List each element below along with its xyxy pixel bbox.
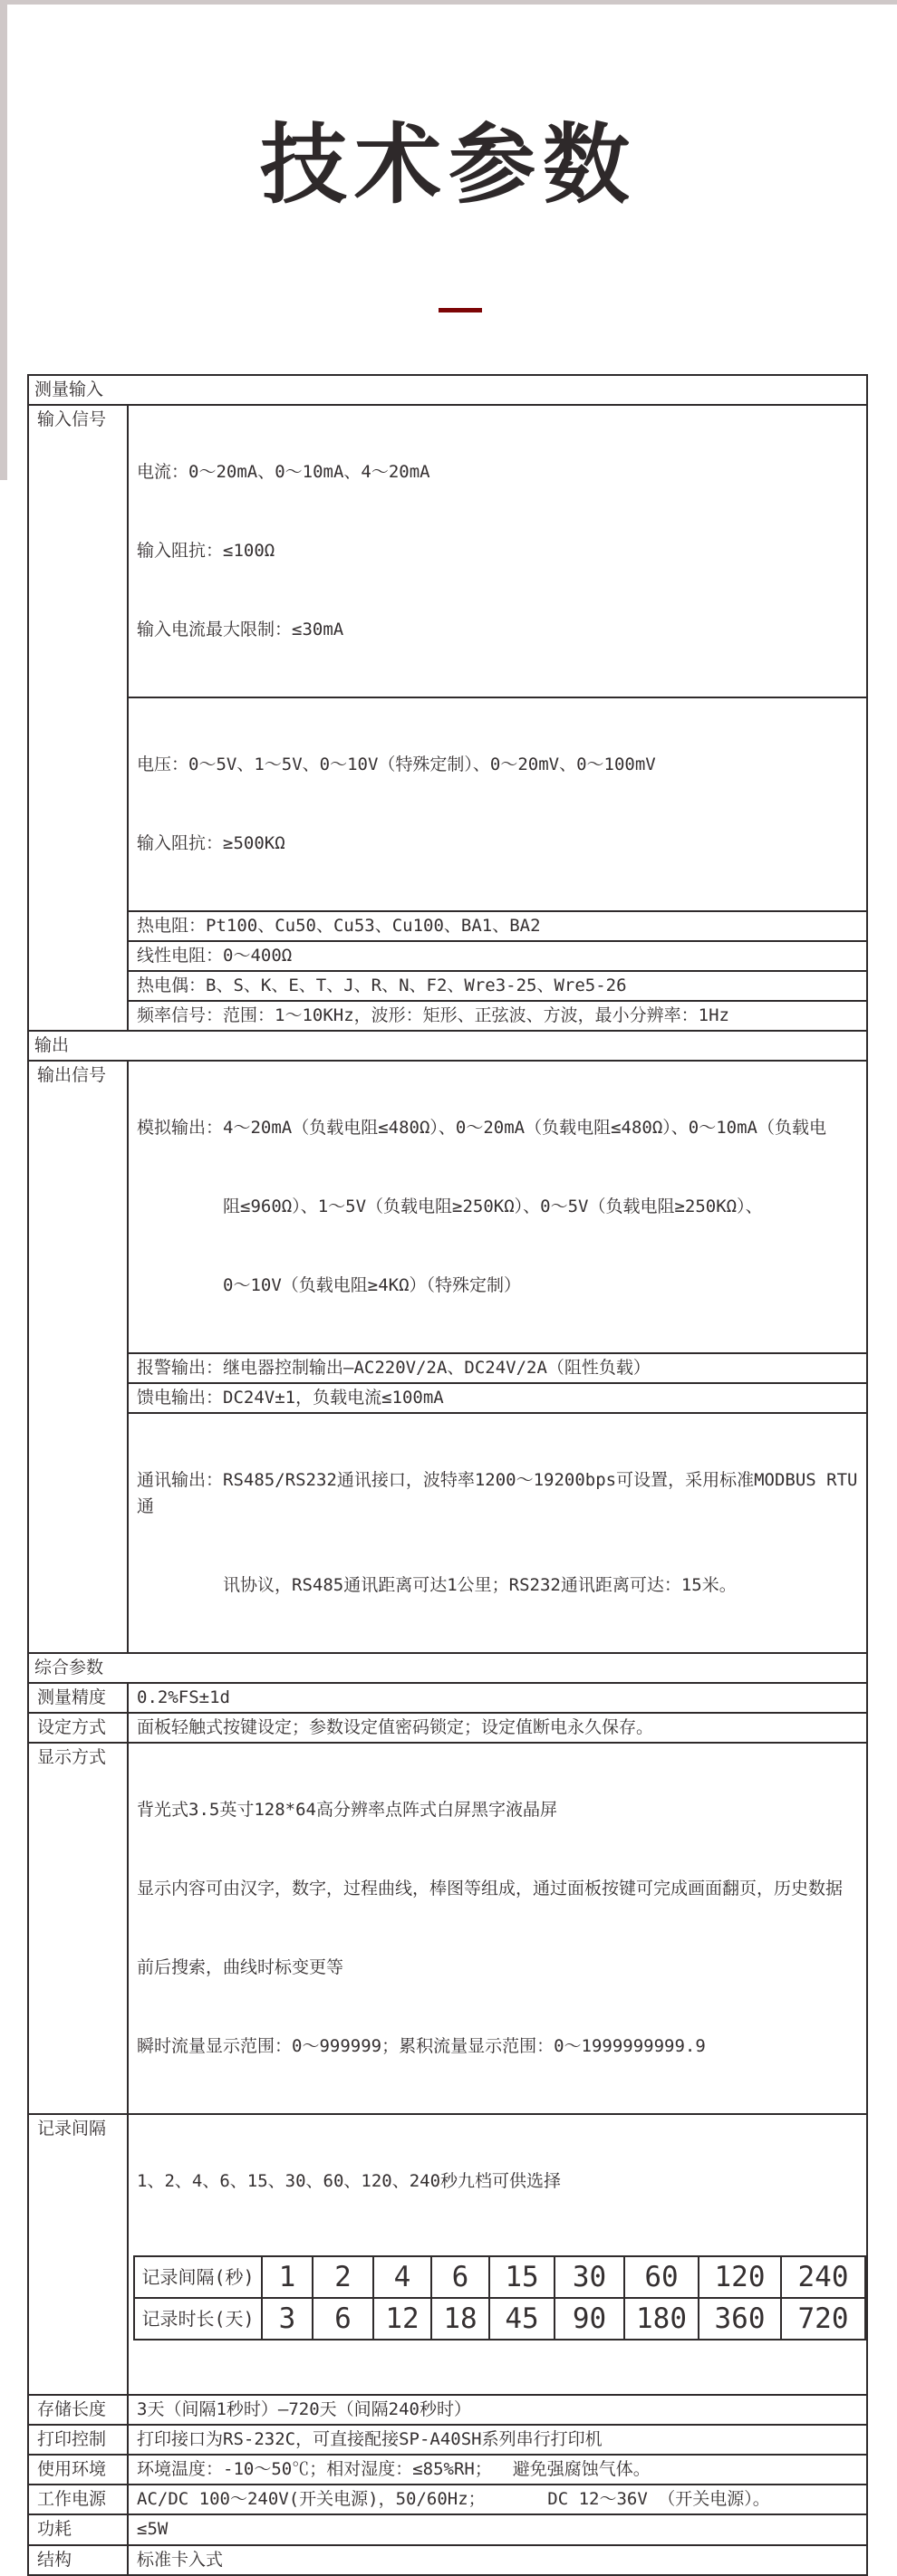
spec-line: 通讯输出：RS485/RS232通讯接口，波特率1200～19200bps可设置，采用标准MODBUS RTU通 [137,1470,858,1516]
spec-line: 讯协议，RS485通讯距离可达1公里；RS232通讯距离可达：15米。 [223,1575,737,1595]
spec-line: 电流：0～20mA、0～10mA、4～20mA [137,462,430,482]
record-interval-value: 30 [555,2256,624,2298]
table-row [28,2514,867,2545]
spec-table [27,374,868,2576]
record-duration-header: 记录时长(天) [134,2298,262,2340]
section-header-measure-input: 测量输入 [28,375,867,405]
table-row [28,1683,867,1713]
table-row [28,971,867,1001]
cell-frequency: 频率信号：范围：1～10KHz，波形：矩形、正弦波、方波，最小分辨率：1Hz [128,1001,867,1031]
record-duration-value: 12 [373,2298,431,2340]
page-title: 技术参数 [260,114,637,216]
table-row [28,1383,867,1413]
record-interval-header: 记录间隔(秒) [134,2256,262,2298]
record-duration-value: 18 [431,2298,489,2340]
record-interval-value: 6 [431,2256,489,2298]
spec-line: 前后搜索，曲线时标变更等 [137,1957,344,1977]
table-row [28,1413,867,1653]
table-row [28,1001,867,1031]
cell-accuracy: 0.2%FS±1d [128,1683,867,1713]
row-label-accuracy: 测量精度 [28,1683,128,1713]
cell-current [128,405,867,697]
row-label-power: 工作电源 [28,2485,128,2514]
row-label-consumption: 功耗 [28,2514,128,2545]
section-header-output: 输出 [28,1031,867,1061]
section-header-general: 综合参数 [28,1653,867,1683]
cell-power: AC/DC 100～240V(开关电源)，50/60Hz； DC 12～36V （开关电源）。 [128,2485,867,2514]
table-row [28,2545,867,2575]
record-interval-value: 120 [699,2256,781,2298]
cell-feed-output: 馈电输出：DC24V±1，负载电流≤100mA [128,1383,867,1413]
cell-analog-output [128,1061,867,1353]
cell-thermocouple: 热电偶：B、S、K、E、T、J、R、N、F2、Wre3-25、Wre5-26 [128,971,867,1001]
row-label-structure: 结构 [28,2545,128,2575]
table-row [28,1353,867,1383]
title-accent-dash [439,308,482,312]
cell-environment: 环境温度：-10～50℃；相对湿度：≤85%RH； 避免强腐蚀气体。 [128,2455,867,2485]
table-row [28,2425,867,2455]
record-table-row-interval [134,2256,865,2298]
table-row [28,1653,867,1683]
row-label-output-signal: 输出信号 [28,1061,128,1653]
cell-linear-resistance: 线性电阻：0～400Ω [128,941,867,971]
spec-line: 输入阻抗：≥500KΩ [137,833,285,853]
spec-line: 电压：0～5V、1～5V、0～10V（特殊定制）、0～20mV、0～100mV [137,755,656,774]
record-duration-value: 6 [313,2298,373,2340]
table-row [28,1713,867,1743]
row-label-storage: 存储长度 [28,2395,128,2425]
spec-line: 模拟输出：4～20mA（负载电阻≤480Ω）、0～20mA（负载电阻≤480Ω）、0～10mA（负载电 [137,1118,826,1138]
cell-display [128,1743,867,2114]
record-interval-intro: 1、2、4、6、15、30、60、120、240秒九档可供选择 [137,2171,562,2191]
table-row [28,1031,867,1061]
cell-alarm-output: 报警输出：继电器控制输出—AC220V/2A、DC24V/2A（阻性负载） [128,1353,867,1383]
record-interval-value: 60 [624,2256,699,2298]
record-interval-value: 4 [373,2256,431,2298]
cell-rtd: 热电阻：Pt100、Cu50、Cu53、Cu100、BA1、BA2 [128,911,867,941]
record-interval-value: 1 [262,2256,313,2298]
record-interval-table [133,2255,866,2341]
record-duration-value: 45 [489,2298,555,2340]
table-row [28,1061,867,1353]
cell-consumption: ≤5W [128,2514,867,2545]
row-label-record-interval: 记录间隔 [28,2114,128,2395]
spec-line: 显示内容可由汉字，数字，过程曲线，棒图等组成，通过面板按键可完成画面翻页，历史数据 [137,1879,844,1898]
record-interval-value: 240 [781,2256,865,2298]
table-row [28,941,867,971]
table-row [28,375,867,405]
spec-line: 输入阻抗：≤100Ω [137,541,275,561]
table-row [28,911,867,941]
spec-line: 输入电流最大限制：≤30mA [137,620,344,639]
page-left-edge [0,0,7,480]
table-row [28,405,867,697]
row-label-print: 打印控制 [28,2425,128,2455]
spec-line: 0～10V（负载电阻≥4KΩ）（特殊定制） [223,1275,522,1295]
table-row [28,2485,867,2514]
row-label-environment: 使用环境 [28,2455,128,2485]
row-label-display: 显示方式 [28,1743,128,2114]
cell-storage: 3天（间隔1秒时）—720天（间隔240秒时） [128,2395,867,2425]
page-top-edge [0,0,897,5]
record-duration-value: 90 [555,2298,624,2340]
cell-voltage [128,697,867,911]
cell-print: 打印接口为RS-232C，可直接配接SP-A40SH系列串行打印机 [128,2425,867,2455]
record-duration-value: 3 [262,2298,313,2340]
record-interval-value: 2 [313,2256,373,2298]
row-label-input-signal: 输入信号 [28,405,128,1031]
record-table-row-duration [134,2298,865,2340]
record-duration-value: 360 [699,2298,781,2340]
cell-setting: 面板轻触式按键设定；参数设定值密码锁定；设定值断电永久保存。 [128,1713,867,1743]
spec-line: 瞬时流量显示范围：0～999999；累积流量显示范围：0～1999999999.9 [137,2036,706,2056]
spec-line: 背光式3.5英寸128*64高分辨率点阵式白屏黑字液晶屏 [137,1800,557,1820]
record-interval-value: 15 [489,2256,555,2298]
record-duration-value: 180 [624,2298,699,2340]
cell-record-interval [128,2114,867,2395]
cell-comm-output [128,1413,867,1653]
table-row [28,2114,867,2395]
spec-line: 阻≤960Ω）、1～5V（负载电阻≥250KΩ）、0～5V（负载电阻≥250KΩ）、 [223,1197,763,1216]
record-duration-value: 720 [781,2298,865,2340]
table-row [28,2395,867,2425]
table-row [28,1743,867,2114]
table-row [28,697,867,911]
table-row [28,2455,867,2485]
row-label-setting: 设定方式 [28,1713,128,1743]
cell-structure: 标准卡入式 [128,2545,867,2575]
